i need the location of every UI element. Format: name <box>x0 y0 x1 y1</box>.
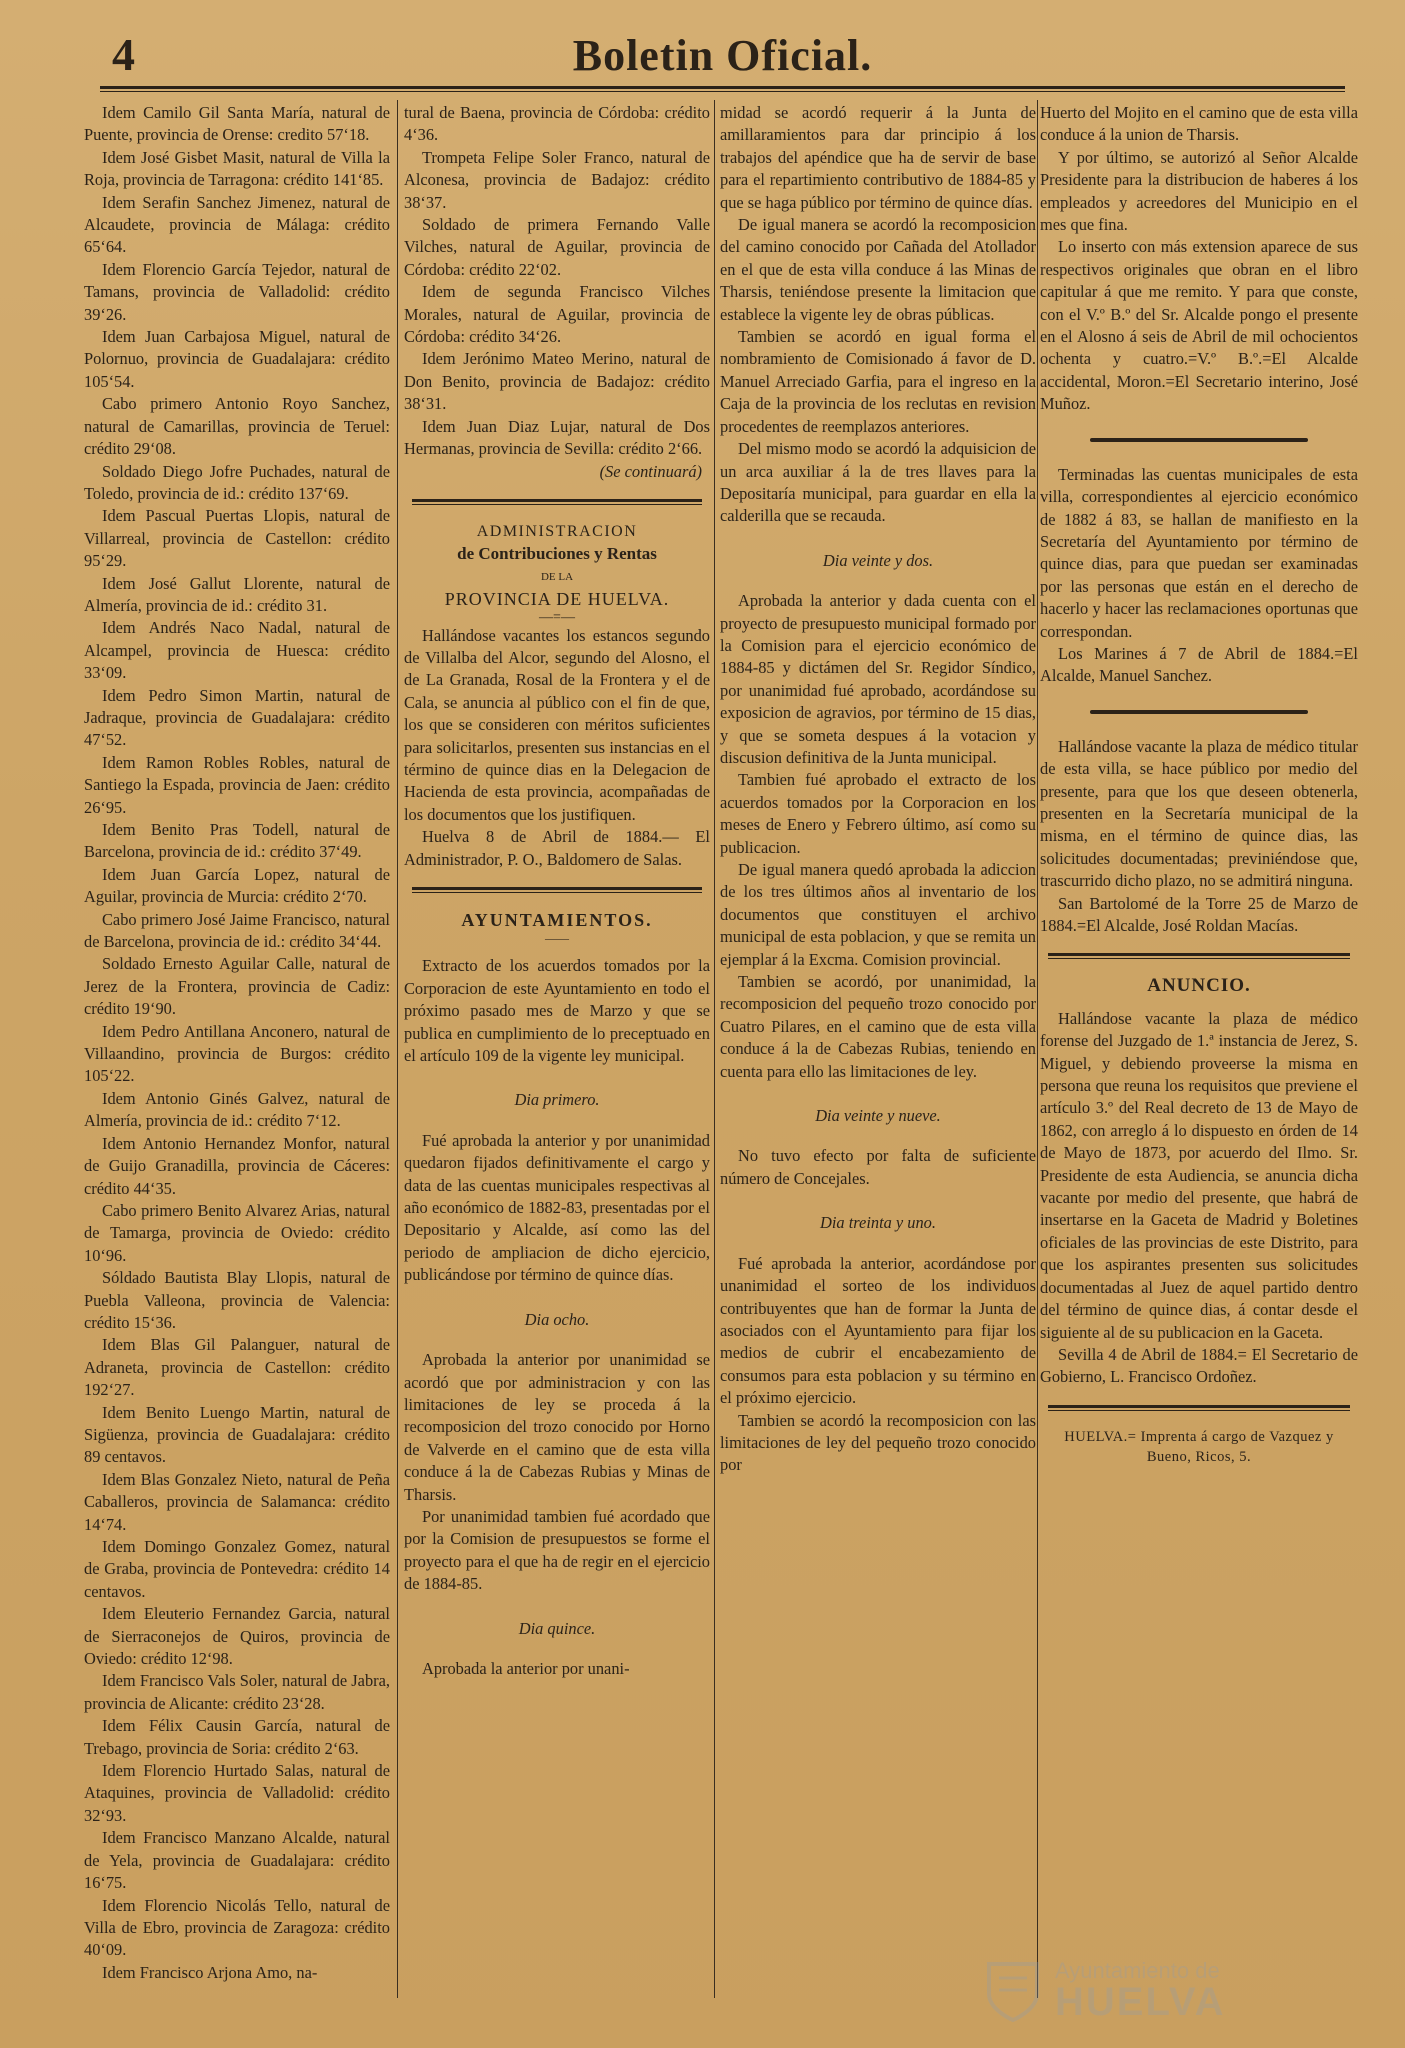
admin-heading: ADMINISTRACION <box>476 522 638 540</box>
list-item: Idem Domingo Gonzalez Gomez, natural de Graba, provincia de Pontevedra: crédito 14 centavos. <box>84 1537 390 1601</box>
printer-imprint: HUELVA.= Imprenta á cargo de Vazquez y Bueno, Ricos, 5. <box>1064 1428 1334 1465</box>
watermark-line1: Ayuntamiento de <box>1055 1958 1220 1983</box>
day-heading: Dia primero. <box>514 1090 600 1110</box>
day-heading: Dia ocho. <box>524 1309 590 1329</box>
ayuntamientos-heading: AYUNTAMIENTOS. <box>461 910 653 930</box>
ornament-dash: —=— <box>539 609 575 625</box>
column-divider <box>714 100 715 1998</box>
list-item: Idem Francisco Vals Soler, natural de Jabra, provincia de Alicante: crédito 23‘28. <box>84 1671 390 1713</box>
day-heading: Dia veinte y dos. <box>822 550 934 570</box>
day-body: Tambien se acordó, por unanimidad, la recomposicion del pequeño trozo conocido por Cuatro Pilares, en el camino que de esta villa conduce á la de Cabezas Rubias, teniendo en cuenta para ello las limitaciones de ley. <box>720 972 1036 1081</box>
admin-subheading: de Contribuciones y Rentas <box>457 544 657 564</box>
header-rule-thin <box>100 91 1345 92</box>
page-header <box>100 20 1345 90</box>
column-3 <box>720 102 1036 2022</box>
anuncio-signature: Sevilla 4 de Abril de 1884.= El Secretario de Gobierno, L. Francisco Ordoñez. <box>1040 1344 1358 1387</box>
list-item: Sóldado Bautista Blay Llopis, natural de Puebla Valleona, provincia de Valencia: crédito 15‘36. <box>84 1268 390 1332</box>
paragraph: Tambien se acordó en igual forma el nombramiento de Comisionado á favor de D. Manuel Arreciado Garfia, para el ingreso en la Caja de la provincia de los reclutas en revision procedentes de reemplazos anteriores. <box>720 327 1036 436</box>
list-item: tural de Baena, provincia de Córdoba: crédito 4‘36. <box>404 103 710 145</box>
list-item: Soldado de primera Fernando Valle Vilches, natural de Aguilar, provincia de Córdoba: crédito 22‘02. <box>404 215 710 279</box>
list-item: Trompeta Felipe Soler Franco, natural de Alconesa, provincia de Badajoz: crédito 38‘37. <box>404 147 710 212</box>
section-rule <box>412 499 702 505</box>
day-heading: Dia treinta y uno. <box>820 1213 936 1233</box>
list-item: Idem Florencio Nicolás Tello, natural de Villa de Ebro, provincia de Zaragoza: crédito 40‘09. <box>84 1895 390 1960</box>
list-item: Idem Francisco Manzano Alcalde, natural de Yela, provincia de Guadalajara: crédito 16‘75. <box>84 1828 390 1893</box>
list-item: Idem Florencio Hurtado Salas, natural de Ataquines, provincia de Valladolid: crédito 32‘93. <box>84 1761 390 1825</box>
day-body: Aprobada la anterior por unanimidad se acordó que por administracion y con las limitaciones de ley se proceda á la recomposicion del trozo conocido por Horno de Valverde en el camino que de esta villa conduce á la de Cabezas Rubias y Minas de Tharsis. <box>404 1350 710 1504</box>
paragraph: De igual manera se acordó la recomposicion del camino conocido por Cañada del Atollador en el que de esta villa conduce á las Minas de Tharsis, teniéndose presente la limitacion que establece la vigente ley de obras públicas. <box>720 215 1036 324</box>
column-1-soldier-list <box>84 102 390 2022</box>
list-item: Idem Pedro Antillana Anconero, natural de Villaandino, provincia de Burgos: crédito 105‘22. <box>84 1021 390 1086</box>
paragraph: Y por último, se autorizó al Señor Alcalde Presidente para la distribucion de haberes á los empleados y acreedores del Municipio en el mes que fina. <box>1040 147 1358 235</box>
anuncio-heading: ANUNCIO. <box>1147 975 1251 997</box>
list-item: Idem Francisco Arjona Amo, na- <box>102 1962 318 1982</box>
day-heading: Dia quince. <box>518 1618 596 1638</box>
list-item: Idem Pedro Simon Martin, natural de Jadraque, provincia de Guadalajara: crédito 47‘52. <box>84 685 390 750</box>
shield-icon <box>985 1960 1041 2022</box>
list-item: Idem Eleuterio Fernandez Garcia, natural de Sierraconejos de Quiros, provincia de Oviedo: crédito 12‘98. <box>84 1604 390 1669</box>
archive-watermark <box>985 1956 1315 2026</box>
section-rule <box>1048 1405 1350 1411</box>
day-body: Fué aprobada la anterior, acordándose por unanimidad el sorteo de los individuos contribuyentes que han de formar la Junta de asociados con el Ayuntamiento para fijar los medios de cubrir el encabezamiento de consumos para esta poblacion y su término en el próximo ejercicio. <box>720 1253 1036 1408</box>
day-body: Por unanimidad tambien fué acordado que por la Comision de presupuestos se forme el proyecto para el que ha de regir en el ejercicio de 1884-85. <box>404 1506 710 1594</box>
list-item: Idem Florencio García Tejedor, natural de Tamans, provincia de Valladolid: crédito 39‘26. <box>84 259 390 324</box>
list-item: Idem Jerónimo Mateo Merino, natural de Don Benito, provincia de Badajoz: crédito 38‘31. <box>404 349 710 414</box>
admin-notice-signature: Huelva 8 de Abril de 1884.— El Administrador, P. O., Baldomero de Salas. <box>404 827 710 869</box>
accounts-notice: Terminadas las cuentas municipales de esta villa, correspondientes al ejercicio económico de 1882 á 83, se hallan de manifiesto en la Secretaría del Ayuntamiento por término de quince dias, para que puedan ser examinadas por las personas que están en el derecho de hacerlo y hacer las reclamaciones oportunas que correspondan. <box>1040 464 1358 641</box>
column-divider <box>1037 100 1038 1998</box>
list-item: Idem Serafin Sanchez Jimenez, natural de Alcaudete, provincia de Málaga: crédito 65‘64. <box>84 192 390 257</box>
day-body: De igual manera quedó aprobada la adiccion de los tres últimos años al inventario de los documentos que constituyen el archivo municipal de esta poblacion, y que se remita un ejemplar á la Excma. Comision provincial. <box>720 860 1036 969</box>
watermark-line2: HUELVA <box>1055 1980 1226 2024</box>
admin-province: PROVINCIA DE HUELVA. <box>444 589 670 610</box>
masthead-title: Boletin Oficial. <box>572 31 873 80</box>
accounts-notice-signature: Los Marines á 7 de Abril de 1884.=El Alcalde, Manuel Sanchez. <box>1040 643 1358 686</box>
day-body: Aprobada la anterior por unani- <box>422 1658 630 1678</box>
continued-note: (Se continuará) <box>599 461 702 481</box>
list-item: Idem Blas Gonzalez Nieto, natural de Peña Caballeros, provincia de Salamanca: crédito 14‘74. <box>84 1469 390 1534</box>
section-rule <box>1090 438 1308 442</box>
paragraph: Del mismo modo se acordó la adquisicion de un arca auxiliar á la de tres llaves para la Depositaría municipal, para guardar en ella la calderilla que se recauda. <box>720 439 1036 526</box>
paragraph: Lo inserto con más extension aparece de sus respectivos originales que obran en el libro capitular á que me remito. Y para que conste, con el V.º B.º del Sr. Alcalde pongo el presente en el Alosno á seis de Abril de mil ochocientos ochenta y cuatro.=V.º B.º.=El Alcalde accidental, Moron.=El Secretario interino, José Muñoz. <box>1040 237 1358 414</box>
day-body: Aprobada la anterior y dada cuenta con el proyecto de presupuesto municipal formado por la Comision para el ejercicio económico de 1884-85 y dictámen del Sr. Regidor Síndico, por unanimidad fué aprobado, acordándose su exposicion de agravios, por término de 15 dias, y que se someta despues á la votacion y discusion definitiva de la Junta municipal. <box>720 591 1036 767</box>
page-number: 4 <box>112 29 135 80</box>
day-heading: Dia veinte y nueve. <box>815 1106 941 1126</box>
ornament-dash: —— <box>545 931 569 946</box>
section-rule <box>412 887 702 893</box>
list-item: Idem Blas Gil Palanguer, natural de Adraneta, provincia de Castellon: crédito 192‘27. <box>84 1335 390 1400</box>
doctor-vacancy-signature: San Bartolomé de la Torre 25 de Marzo de 1884.=El Alcalde, José Roldan Macías. <box>1040 893 1358 935</box>
list-item: Soldado Ernesto Aguilar Calle, natural de Jerez de la Frontera, provincia de Cadiz: crédito 19‘90. <box>84 954 390 1019</box>
section-rule <box>1048 953 1350 959</box>
list-item: Idem Juan Carbajosa Miguel, natural de Polornuo, provincia de Guadalajara: crédito 105‘54. <box>84 327 390 391</box>
admin-de-la: DE LA <box>540 570 574 583</box>
list-item: Idem Antonio Ginés Galvez, natural de Almería, provincia de id.: crédito 7‘12. <box>84 1088 390 1131</box>
list-item: Cabo primero José Jaime Francisco, natural de Barcelona, provincia de id.: crédito 34‘44. <box>84 909 390 952</box>
list-item: Idem Juan Diaz Lujar, natural de Dos Hermanas, provincia de Sevilla: crédito 2‘66. <box>404 416 710 459</box>
list-item: Idem Antonio Hernandez Monfor, natural de Guijo Granadilla, provincia de Cáceres: crédito 44‘35. <box>84 1133 390 1198</box>
paragraph: midad se acordó requerir á la Junta de amillaramientos para dar principio á los trabajos del apéndice que ha de servir de base para el repartimiento contributivo de 1884-85 y que se haga público por término de quince días. <box>720 103 1036 212</box>
column-divider <box>397 100 398 1998</box>
list-item: Idem de segunda Francisco Vilches Morales, natural de Aguilar, provincia de Córdoba: crédito 34‘26. <box>404 282 710 347</box>
list-item: Cabo primero Antonio Royo Sanchez, natural de Camarillas, provincia de Teruel: crédito 29‘08. <box>84 394 390 459</box>
column-4 <box>1040 102 1358 2022</box>
anuncio-body: Hallándose vacante la plaza de médico forense del Juzgado de 1.ª instancia de Jerez, S. Miguel, y debiendo proveerse la misma en persona que reuna los requisitos que previene el artículo 3.º del Real decreto de 13 de Mayo de 1862, con arreglo á lo dispuesto en órden de 14 de Mayo de 1873, por acuerdo del Ilmo. Sr. Presidente de esta Audiencia, se anuncia dicha vacante por medio del presente, que habrá de insertarse en la Gaceta de Madrid y Boletines oficiales de las provincias de este Distrito, para que los aspirantes presenten sus solicitudes documentadas al Juez de aquel partido dentro del término de quince dias, á contar desde el siguiente al de su publicacion en la Gaceta. <box>1040 1008 1358 1342</box>
list-item: Idem José Gallut Llorente, natural de Almería, provincia de id.: crédito 31. <box>84 573 390 615</box>
list-item: Idem Pascual Puertas Llopis, natural de Villarreal, provincia de Castellon: crédito 95‘29. <box>84 506 390 571</box>
doctor-vacancy-notice: Hallándose vacante la plaza de médico titular de esta villa, se hace público por medio del presente, para que los que deseen obtenerla, presenten en la Secretaría municipal de la misma, en el término de quince dias, las solicitudes documentadas; previniéndose que, trascurrido dicho plazo, no se admitirá ninguna. <box>1040 736 1358 891</box>
list-item: Idem Félix Causin García, natural de Trebago, provincia de Soria: crédito 2‘63. <box>84 1716 390 1758</box>
list-item: Idem Ramon Robles Robles, natural de Santiego la Espada, provincia de Jaen: crédito 26‘95. <box>84 752 390 817</box>
paragraph: Huerto del Mojito en el camino que de esta villa conduce á la union de Tharsis. <box>1040 103 1358 145</box>
day-body: Tambien fué aprobado el extracto de los acuerdos tomados por la Corporacion en los meses de Enero y Febrero último, así como su publicacion. <box>720 770 1036 857</box>
list-item: Soldado Diego Jofre Puchades, natural de Toledo, provincia de id.: crédito 137‘69. <box>84 461 390 503</box>
list-item: Idem José Gisbet Masit, natural de Villa la Roja, provincia de Tarragona: crédito 141‘85. <box>84 147 390 190</box>
list-item: Cabo primero Benito Alvarez Arias, natural de Tamarga, provincia de Oviedo: crédito 10‘96. <box>84 1200 390 1265</box>
day-body: No tuvo efecto por falta de suficiente número de Concejales. <box>720 1146 1036 1188</box>
section-rule <box>1090 710 1308 714</box>
list-item: Idem Juan García Lopez, natural de Aguilar, provincia de Murcia: crédito 2‘70. <box>84 864 390 907</box>
list-item: Idem Benito Luengo Martin, natural de Sigüenza, provincia de Guadalajara: crédito 89 centavos. <box>84 1402 390 1467</box>
ayuntamientos-intro: Extracto de los acuerdos tomados por la Corporacion de este Ayuntamiento en todo el próximo pasado mes de Marzo y que se publica en cumplimiento de lo preceptuado en el artículo 109 de la vigente ley municipal. <box>404 956 710 1066</box>
header-rule <box>100 86 1345 89</box>
day-body: Fué aprobada la anterior y por unanimidad quedaron fijados definitivamente el cargo y data de las cuentas municipales respectivas al año económico de 1882-83, presentadas por el Depositario y Alcalde, así como las del periodo de ampliacion de dicho ejercicio, publicándose por término de quince días. <box>404 1130 710 1285</box>
list-item: Idem Andrés Naco Nadal, natural de Alcampel, provincia de Huesca: crédito 33‘09. <box>84 618 390 683</box>
list-item: Idem Camilo Gil Santa María, natural de Puente, provincia de Orense: credito 57‘18. <box>84 103 390 145</box>
column-2 <box>404 102 710 2022</box>
admin-notice-body: Hallándose vacantes los estancos segundo de Villalba del Alcor, segundo del Alosno, el de La Granada, Rosal de la Frontera y el de Cala, se anuncia al público con el fin de que, los que se consideren con méritos suficientes para solicitarlos, presenten sus instancias en el término de quince dias en la Delegacion de Hacienda de esta provincia, acompañadas de los documentos que los justifiquen. <box>404 625 710 824</box>
day-body: Tambien se acordó la recomposicion con las limitaciones de ley del pequeño trozo conocido por <box>720 1410 1036 1475</box>
list-item: Idem Benito Pras Todell, natural de Barcelona, provincia de id.: crédito 37‘49. <box>84 820 390 862</box>
